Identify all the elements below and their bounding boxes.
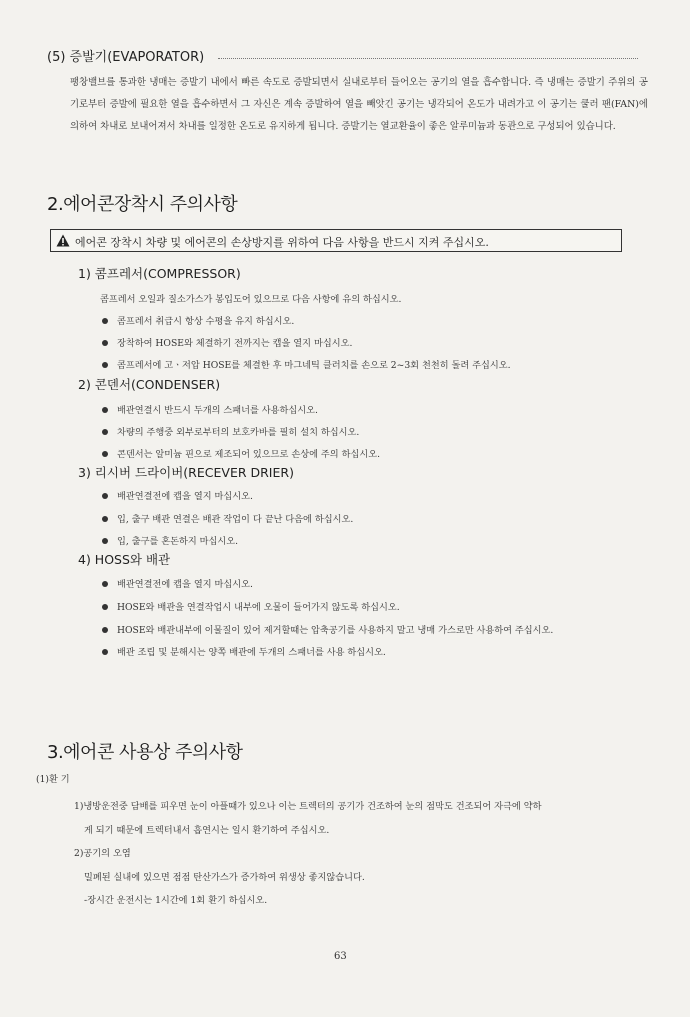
leader-dots [218, 58, 638, 59]
compressor-heading: 1) 콤프레서(COMPRESSOR) [78, 266, 241, 281]
ventilation-heading: (1)환 기 [36, 774, 70, 785]
list-item: 입, 출구를 혼돈하지 마십시오. [102, 533, 238, 547]
list-item: 배관연결시 반드시 두개의 스패너를 사용하십시오. [102, 402, 318, 416]
list-item: 차량의 주행중 외부로부터의 보호카바를 필히 설치 하십시오. [102, 424, 359, 438]
list-item: 입, 출구 배관 연결은 배관 작업이 다 끝난 다음에 하십시오. [102, 511, 353, 525]
list-item: 배관 조립 및 분해시는 양쪽 배관에 두개의 스패너를 사용 하십시오. [102, 644, 386, 658]
bullet-icon [102, 538, 108, 544]
smoking-note-line1: 1)냉방운전중 담배를 피우면 눈이 아플때가 있으나 이는 트렉터의 공기가 건조하여 눈의 점막도 건조되어 자극에 약하 [74, 801, 542, 812]
bullet-icon [102, 451, 108, 457]
bullet-icon [102, 627, 108, 633]
section-2-heading: 2.에어콘장착시 주의사항 [47, 194, 238, 215]
section-3-heading: 3.에어콘 사용상 주의사항 [47, 742, 243, 763]
bullet-icon [102, 407, 108, 413]
list-item: HOSE와 배관을 연결작업시 내부에 오물이 들어가지 않도록 하십시오. [102, 599, 400, 613]
page-number: 63 [334, 951, 347, 962]
list-item: 콤프레서 취급시 항상 수평을 유지 하십시오. [102, 313, 294, 327]
list-item: 콤프레서에 고ㆍ저압 HOSE를 체결한 후 마그네틱 클러치를 손으로 2~3회 천천히 돌려 주십시오. [102, 357, 511, 371]
list-item: 장착하여 HOSE와 체결하기 전까지는 캡을 열지 마십시오. [102, 335, 352, 349]
bullet-icon [102, 516, 108, 522]
bullet-icon [102, 581, 108, 587]
warning-box [50, 229, 622, 252]
list-item: 콘덴서는 알미늄 핀으로 제조되어 있으므로 손상에 주의 하십시오. [102, 446, 380, 460]
air-pollution-heading: 2)공기의 오염 [74, 848, 131, 859]
air-pollution-line2: -장시간 운전시는 1시간에 1회 환기 하십시오. [84, 895, 268, 906]
bullet-icon [102, 604, 108, 610]
receiver-drier-heading: 3) 리시버 드라이버(RECEVER DRIER) [78, 465, 294, 480]
bullet-icon [102, 362, 108, 368]
list-item: 배관연결전에 캡을 열지 마십시오. [102, 488, 253, 502]
warning-text: 에어콘 장착시 차량 및 에어콘의 손상방지를 위하여 다음 사항을 반드시 지켜 주십시오. [75, 236, 489, 249]
smoking-note-line2: 게 되기 때문에 트렉터내서 흡연시는 일시 환기하여 주십시오. [84, 825, 330, 836]
list-item: 배관연결전에 캡을 열지 마십시오. [102, 576, 253, 590]
condenser-heading: 2) 콘덴서(CONDENSER) [78, 377, 221, 392]
section-5-title: (5) 증발기(EVAPORATOR) [47, 50, 205, 65]
bullet-icon [102, 649, 108, 655]
evaporator-paragraph: 팽창밸브를 통과한 냉매는 증발기 내에서 빠른 속도로 증발되면서 실내로부터 들어오는 공기의 열을 흡수합니다. 즉 냉매는 증발기 주위의 공기로부터 증발에 필요한 열을 흡수하면서 그 자신은 계속 증발하여 열을 빼앗긴 공기는 냉각되어 온도가 내려가고 이 공기는 쿨러 팬(FAN)에 의하여 차내로 보내어져서 차내를 일정한 온도로 유지하게 됩니다. 증발기는 열교환율이 좋은 알루미늄과 동관으로 구성되어 있습니다. [70, 77, 648, 132]
list-item: HOSE와 배관내부에 이물질이 있어 제거할때는 압축공기를 사용하지 말고 냉매 가스로만 사용하여 주십시오. [102, 622, 553, 636]
compressor-intro: 콤프레서 오일과 질소가스가 봉입도어 있으므로 다음 사항에 유의 하십시오. [100, 294, 402, 305]
warning-icon [56, 234, 70, 247]
bullet-icon [102, 429, 108, 435]
bullet-icon [102, 340, 108, 346]
hose-heading: 4) HOSS와 배관 [78, 552, 171, 567]
bullet-icon [102, 318, 108, 324]
air-pollution-line1: 밀폐된 실내에 있으면 점점 탄산가스가 증가하여 위생상 좋지않습니다. [84, 872, 365, 883]
bullet-icon [102, 493, 108, 499]
